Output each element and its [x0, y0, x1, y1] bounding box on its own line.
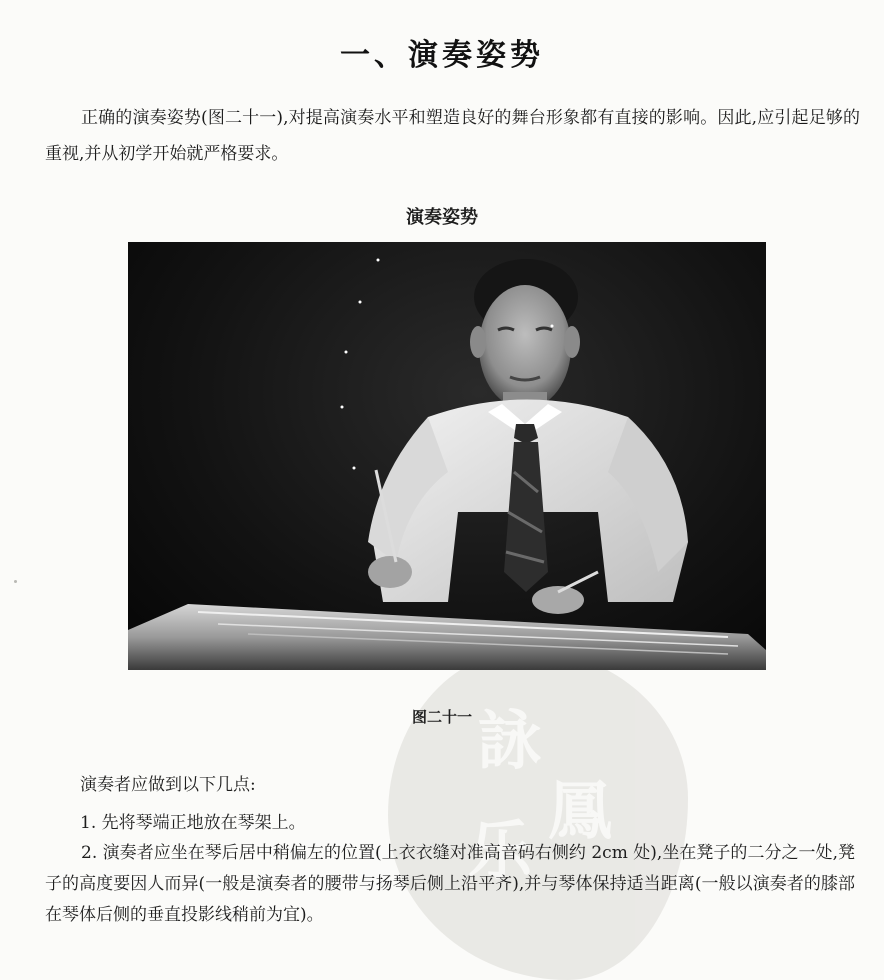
- points-intro: 演奏者应做到以下几点:: [80, 775, 256, 795]
- intro-paragraph: 正确的演奏姿势(图二十一),对提高演奏水平和塑造良好的舞台形象都有直接的影响。因此,应引起足够的重视,并从初学开始就严格要求。: [45, 108, 860, 164]
- watermark-glyph: 乐: [468, 815, 532, 889]
- section-title: 一、演奏姿势: [340, 38, 544, 73]
- figure-caption: 图二十一: [411, 708, 472, 726]
- figure-heading: 演奏姿势: [406, 207, 478, 228]
- performer-photo: [128, 242, 766, 670]
- list-item: 1. 先将琴端正地放在琴架上。: [80, 813, 306, 833]
- list-item: 2. 演奏者应坐在琴后居中稍偏左的位置(上衣衣缝对准高音码右侧约 2cm 处),坐在凳子的二分之一处,凳子的高度要因人而异(一般是演奏者的腰带与扬琴后侧上沿平齐),并与琴体保持适当距离(一般以演奏者的膝部在琴体后侧的垂直投影线稍前为宜)。: [45, 843, 855, 925]
- watermark-glyph: 詠: [478, 705, 542, 779]
- photo-illustration: [128, 242, 766, 670]
- watermark-glyph: 鳳: [548, 775, 612, 849]
- scan-speck: [14, 580, 17, 583]
